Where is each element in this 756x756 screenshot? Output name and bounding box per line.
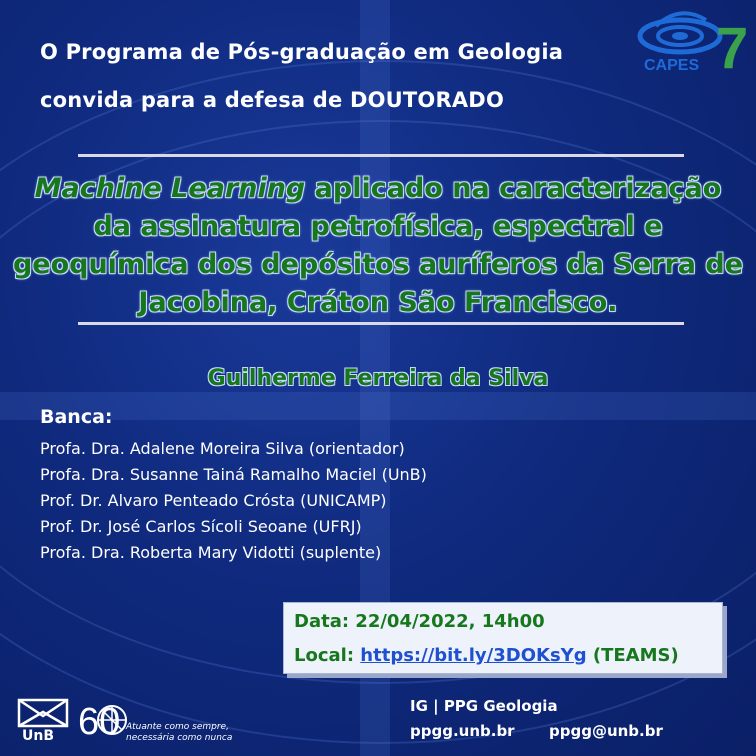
- banca-member: Profa. Dra. Roberta Mary Vidotti (suplente): [40, 543, 382, 562]
- sixty-years-logo: [76, 690, 128, 748]
- slogan-line-2: necessária como nunca: [126, 733, 233, 743]
- capes-label: CAPES: [644, 57, 700, 74]
- sixty-label: 60: [78, 701, 121, 743]
- unb-label: UnB: [22, 728, 55, 744]
- location-prefix: Local:: [294, 645, 361, 666]
- event-location: [294, 641, 712, 671]
- program-site[interactable]: ppgg.unb.br: [410, 722, 515, 740]
- banca-heading: Banca:: [40, 406, 113, 428]
- divider-bottom: [78, 322, 684, 325]
- background-horizontal-line: [0, 392, 756, 420]
- location-suffix: (TEAMS): [586, 645, 679, 666]
- event-date: Data: 22/04/2022, 14h00: [294, 611, 545, 632]
- intro-line-2: convida para a defesa de DOUTORADO: [40, 88, 504, 112]
- banca-member: Profa. Dra. Susanne Tainá Ramalho Maciel (UnB): [40, 465, 427, 484]
- capes-grade: 7: [716, 16, 749, 76]
- teams-link[interactable]: https://bit.ly/3DOKsYg: [360, 645, 587, 666]
- program-email[interactable]: ppgg@unb.br: [549, 722, 663, 740]
- divider-top: [78, 154, 684, 157]
- program-name: IG | PPG Geologia: [410, 697, 558, 715]
- capes-logo: [636, 6, 752, 76]
- author-name: Guilherme Ferreira da Silva: [207, 366, 549, 391]
- banca-member: Profa. Dra. Adalene Moreira Silva (orientador): [40, 439, 405, 458]
- thesis-title: [12, 170, 744, 322]
- slogan: [126, 722, 232, 744]
- event-info-box: [283, 602, 723, 674]
- banca-member: Prof. Dr. Alvaro Penteado Crósta (UNICAMP): [40, 491, 387, 510]
- banca-list: [40, 436, 427, 566]
- thesis-title-italic: Machine Learning: [34, 173, 306, 204]
- banca-member: Prof. Dr. José Carlos Sícoli Seoane (UFRJ): [40, 517, 362, 536]
- intro-line-1: O Programa de Pós-graduação em Geologia: [40, 40, 564, 64]
- slogan-line-1: Atuante como sempre,: [126, 722, 229, 732]
- thesis-title-rest: aplicado na caracterização da assinatura petrofísica, espectral e geoquímica dos depósitos auríferos da Serra de Jacobina, Cráton São Francisco.: [12, 173, 744, 318]
